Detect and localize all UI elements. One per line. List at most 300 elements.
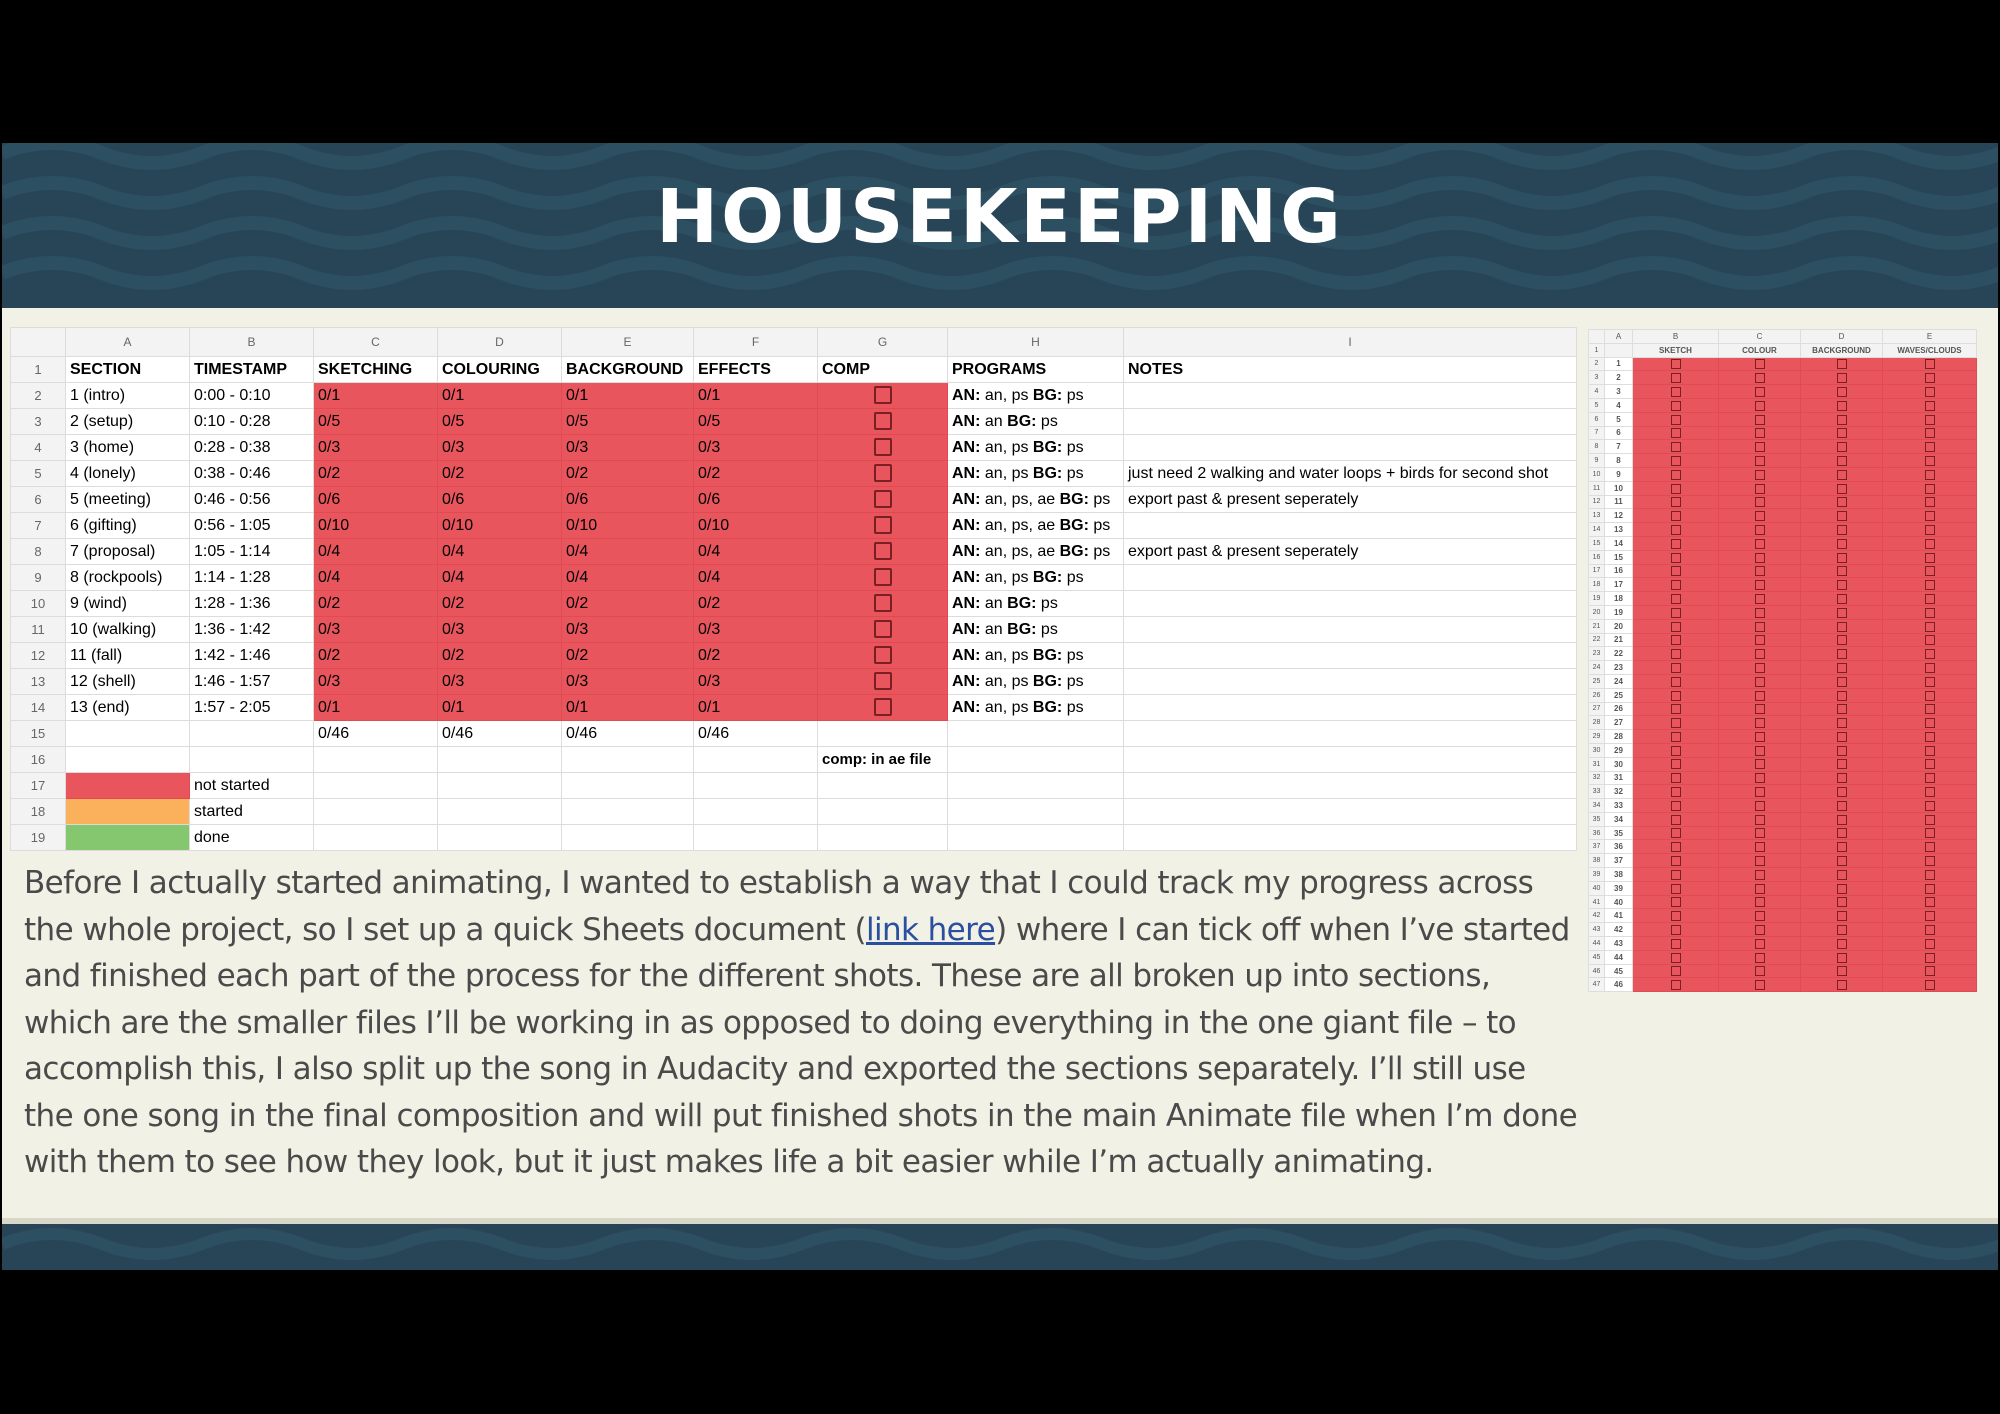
shot-checkbox[interactable] — [1671, 787, 1681, 797]
empty-cell[interactable] — [1124, 747, 1577, 773]
shot-checkbox[interactable] — [1925, 980, 1935, 990]
shot-cell[interactable] — [1633, 412, 1719, 426]
shot-cell[interactable] — [1801, 840, 1883, 854]
shot-checkbox[interactable] — [1837, 387, 1847, 397]
programs-cell[interactable] — [948, 383, 1124, 409]
shot-cell[interactable] — [1801, 978, 1883, 992]
comp-checkbox[interactable] — [874, 594, 892, 612]
shot-cell[interactable] — [1633, 716, 1719, 730]
shot-checkbox[interactable] — [1837, 925, 1847, 935]
shot-cell[interactable] — [1633, 647, 1719, 661]
shot-checkbox[interactable] — [1755, 856, 1765, 866]
shot-cell[interactable] — [1633, 895, 1719, 909]
shot-cell[interactable] — [1719, 978, 1801, 992]
sheets-link[interactable]: link here — [865, 911, 996, 948]
empty-cell[interactable] — [438, 773, 562, 799]
section-cell[interactable]: 2 (setup) — [66, 409, 190, 435]
shot-checkbox[interactable] — [1671, 718, 1681, 728]
empty-cell[interactable] — [694, 799, 818, 825]
shot-cell[interactable] — [1801, 523, 1883, 537]
comp-cell[interactable] — [818, 591, 948, 617]
empty-cell[interactable] — [562, 773, 694, 799]
notes-cell[interactable] — [1124, 513, 1577, 539]
shot-checkbox[interactable] — [1925, 953, 1935, 963]
shot-cell[interactable] — [1883, 385, 1977, 399]
shot-checkbox[interactable] — [1755, 428, 1765, 438]
programs-cell[interactable] — [948, 539, 1124, 565]
shot-cell[interactable] — [1801, 743, 1883, 757]
shot-checkbox[interactable] — [1925, 732, 1935, 742]
shot-cell[interactable] — [1719, 509, 1801, 523]
shot-cell[interactable] — [1883, 978, 1977, 992]
shot-checkbox[interactable] — [1925, 635, 1935, 645]
shot-checkbox[interactable] — [1925, 428, 1935, 438]
timestamp-cell[interactable]: 0:38 - 0:46 — [190, 461, 314, 487]
shot-checkbox[interactable] — [1755, 387, 1765, 397]
shot-cell[interactable] — [1719, 854, 1801, 868]
shot-checkbox[interactable] — [1755, 953, 1765, 963]
shot-checkbox[interactable] — [1837, 966, 1847, 976]
empty-cell[interactable] — [314, 773, 438, 799]
shot-cell[interactable] — [1801, 592, 1883, 606]
shot-cell[interactable] — [1801, 730, 1883, 744]
shot-checkbox[interactable] — [1671, 704, 1681, 714]
shot-cell[interactable] — [1633, 674, 1719, 688]
shot-checkbox[interactable] — [1671, 594, 1681, 604]
timestamp-cell[interactable]: 0:28 - 0:38 — [190, 435, 314, 461]
bg-progress-cell[interactable]: 0/4 — [562, 565, 694, 591]
shot-checkbox[interactable] — [1837, 842, 1847, 852]
shot-checkbox[interactable] — [1837, 939, 1847, 949]
shot-checkbox[interactable] — [1837, 870, 1847, 880]
shot-cell[interactable] — [1719, 826, 1801, 840]
shot-cell[interactable] — [1633, 757, 1719, 771]
empty-cell[interactable] — [562, 747, 694, 773]
shot-cell[interactable] — [1801, 688, 1883, 702]
shot-checkbox[interactable] — [1925, 939, 1935, 949]
comp-checkbox[interactable] — [874, 698, 892, 716]
colour-progress-cell[interactable]: 0/2 — [438, 591, 562, 617]
shot-cell[interactable] — [1883, 730, 1977, 744]
shot-cell[interactable] — [1801, 950, 1883, 964]
shot-cell[interactable] — [1883, 674, 1977, 688]
timestamp-cell[interactable]: 1:46 - 1:57 — [190, 669, 314, 695]
shot-cell[interactable] — [1883, 743, 1977, 757]
shot-checkbox[interactable] — [1837, 773, 1847, 783]
shot-cell[interactable] — [1801, 854, 1883, 868]
sketch-progress-cell[interactable]: 0/5 — [314, 409, 438, 435]
shot-checkbox[interactable] — [1925, 594, 1935, 604]
shot-cell[interactable] — [1883, 592, 1977, 606]
empty-cell[interactable] — [66, 747, 190, 773]
programs-cell[interactable] — [948, 565, 1124, 591]
notes-cell[interactable] — [1124, 409, 1577, 435]
shot-cell[interactable] — [1633, 454, 1719, 468]
shot-cell[interactable] — [1801, 881, 1883, 895]
shot-cell[interactable] — [1719, 937, 1801, 951]
shot-cell[interactable] — [1719, 743, 1801, 757]
shot-cell[interactable] — [1883, 647, 1977, 661]
colour-progress-cell[interactable]: 0/1 — [438, 383, 562, 409]
shot-cell[interactable] — [1719, 661, 1801, 675]
section-cell[interactable]: 8 (rockpools) — [66, 565, 190, 591]
shot-cell[interactable] — [1633, 509, 1719, 523]
shot-cell[interactable] — [1633, 536, 1719, 550]
timestamp-cell[interactable]: 1:57 - 2:05 — [190, 695, 314, 721]
shot-cell[interactable] — [1883, 454, 1977, 468]
shot-checkbox[interactable] — [1671, 663, 1681, 673]
shot-cell[interactable] — [1719, 950, 1801, 964]
shot-cell[interactable] — [1633, 592, 1719, 606]
programs-cell[interactable] — [948, 461, 1124, 487]
shot-cell[interactable] — [1719, 536, 1801, 550]
comp-cell[interactable] — [818, 643, 948, 669]
shot-checkbox[interactable] — [1671, 470, 1681, 480]
shot-cell[interactable] — [1633, 523, 1719, 537]
shot-checkbox[interactable] — [1925, 704, 1935, 714]
shot-checkbox[interactable] — [1925, 746, 1935, 756]
shot-checkbox[interactable] — [1671, 856, 1681, 866]
shot-checkbox[interactable] — [1671, 842, 1681, 852]
comp-cell[interactable] — [818, 695, 948, 721]
shot-cell[interactable] — [1801, 923, 1883, 937]
shot-cell[interactable] — [1883, 688, 1977, 702]
shot-checkbox[interactable] — [1755, 897, 1765, 907]
empty-cell[interactable] — [438, 747, 562, 773]
shot-cell[interactable] — [1719, 385, 1801, 399]
shot-cell[interactable] — [1883, 950, 1977, 964]
shot-checkbox[interactable] — [1755, 580, 1765, 590]
shot-cell[interactable] — [1801, 937, 1883, 951]
timestamp-cell[interactable]: 0:56 - 1:05 — [190, 513, 314, 539]
shot-checkbox[interactable] — [1755, 484, 1765, 494]
shot-checkbox[interactable] — [1755, 718, 1765, 728]
empty-cell[interactable] — [438, 799, 562, 825]
shot-checkbox[interactable] — [1755, 511, 1765, 521]
sketch-progress-cell[interactable]: 0/1 — [314, 695, 438, 721]
shot-checkbox[interactable] — [1671, 635, 1681, 645]
bg-progress-cell[interactable]: 0/2 — [562, 591, 694, 617]
shot-checkbox[interactable] — [1925, 663, 1935, 673]
shot-cell[interactable] — [1719, 674, 1801, 688]
fx-progress-cell[interactable]: 0/1 — [694, 695, 818, 721]
shot-cell[interactable] — [1719, 923, 1801, 937]
comp-checkbox[interactable] — [874, 464, 892, 482]
shot-checkbox[interactable] — [1755, 497, 1765, 507]
shot-cell[interactable] — [1801, 812, 1883, 826]
notes-cell[interactable] — [1124, 565, 1577, 591]
shot-checkbox[interactable] — [1837, 663, 1847, 673]
comp-checkbox[interactable] — [874, 672, 892, 690]
shot-checkbox[interactable] — [1925, 649, 1935, 659]
shot-checkbox[interactable] — [1671, 966, 1681, 976]
total-cell[interactable]: 0/46 — [562, 721, 694, 747]
shot-cell[interactable] — [1719, 357, 1801, 371]
fx-progress-cell[interactable]: 0/2 — [694, 643, 818, 669]
shot-checkbox[interactable] — [1671, 732, 1681, 742]
colour-progress-cell[interactable]: 0/4 — [438, 565, 562, 591]
shot-checkbox[interactable] — [1755, 525, 1765, 535]
shot-checkbox[interactable] — [1837, 428, 1847, 438]
shot-checkbox[interactable] — [1925, 787, 1935, 797]
shot-cell[interactable] — [1633, 799, 1719, 813]
shot-cell[interactable] — [1801, 785, 1883, 799]
shot-cell[interactable] — [1883, 467, 1977, 481]
shot-checkbox[interactable] — [1755, 539, 1765, 549]
section-cell[interactable]: 12 (shell) — [66, 669, 190, 695]
colour-progress-cell[interactable]: 0/2 — [438, 643, 562, 669]
shot-cell[interactable] — [1801, 633, 1883, 647]
shot-checkbox[interactable] — [1837, 718, 1847, 728]
notes-cell[interactable] — [1124, 591, 1577, 617]
shot-checkbox[interactable] — [1837, 635, 1847, 645]
shot-checkbox[interactable] — [1925, 608, 1935, 618]
section-cell[interactable]: 4 (lonely) — [66, 461, 190, 487]
notes-cell[interactable]: export past & present seperately — [1124, 539, 1577, 565]
shot-checkbox[interactable] — [1671, 759, 1681, 769]
shot-checkbox[interactable] — [1755, 359, 1765, 369]
shot-cell[interactable] — [1801, 495, 1883, 509]
shot-cell[interactable] — [1801, 619, 1883, 633]
shot-checkbox[interactable] — [1671, 525, 1681, 535]
fx-progress-cell[interactable]: 0/10 — [694, 513, 818, 539]
shot-cell[interactable] — [1801, 716, 1883, 730]
shot-checkbox[interactable] — [1925, 897, 1935, 907]
shot-checkbox[interactable] — [1925, 870, 1935, 880]
shot-cell[interactable] — [1719, 757, 1801, 771]
shot-checkbox[interactable] — [1671, 511, 1681, 521]
shot-cell[interactable] — [1633, 481, 1719, 495]
comp-checkbox[interactable] — [874, 386, 892, 404]
shot-cell[interactable] — [1633, 909, 1719, 923]
shot-checkbox[interactable] — [1671, 691, 1681, 701]
comp-cell[interactable] — [818, 617, 948, 643]
shot-cell[interactable] — [1633, 688, 1719, 702]
empty-cell[interactable] — [694, 773, 818, 799]
shot-checkbox[interactable] — [1755, 801, 1765, 811]
fx-progress-cell[interactable]: 0/6 — [694, 487, 818, 513]
shot-cell[interactable] — [1719, 909, 1801, 923]
shot-cell[interactable] — [1633, 385, 1719, 399]
shot-cell[interactable] — [1883, 868, 1977, 882]
shot-cell[interactable] — [1801, 909, 1883, 923]
shot-checkbox[interactable] — [1671, 484, 1681, 494]
shot-cell[interactable] — [1883, 481, 1977, 495]
empty-cell[interactable] — [948, 773, 1124, 799]
shot-cell[interactable] — [1883, 964, 1977, 978]
shot-checkbox[interactable] — [1837, 815, 1847, 825]
comp-cell[interactable] — [818, 513, 948, 539]
shot-checkbox[interactable] — [1671, 387, 1681, 397]
shot-checkbox[interactable] — [1755, 566, 1765, 576]
shot-cell[interactable] — [1633, 398, 1719, 412]
shot-cell[interactable] — [1633, 605, 1719, 619]
shot-checkbox[interactable] — [1837, 911, 1847, 921]
sketch-progress-cell[interactable]: 0/2 — [314, 591, 438, 617]
empty-cell[interactable] — [314, 799, 438, 825]
shot-cell[interactable] — [1801, 536, 1883, 550]
shot-checkbox[interactable] — [1755, 925, 1765, 935]
colour-progress-cell[interactable]: 0/3 — [438, 669, 562, 695]
shot-cell[interactable] — [1719, 605, 1801, 619]
empty-cell[interactable] — [1124, 721, 1577, 747]
empty-cell[interactable] — [948, 747, 1124, 773]
sketch-progress-cell[interactable]: 0/1 — [314, 383, 438, 409]
shot-cell[interactable] — [1801, 385, 1883, 399]
shot-cell[interactable] — [1633, 978, 1719, 992]
shot-checkbox[interactable] — [1925, 884, 1935, 894]
shot-checkbox[interactable] — [1755, 966, 1765, 976]
shot-checkbox[interactable] — [1755, 759, 1765, 769]
shot-checkbox[interactable] — [1755, 415, 1765, 425]
shot-cell[interactable] — [1801, 467, 1883, 481]
sketch-progress-cell[interactable]: 0/2 — [314, 461, 438, 487]
shot-cell[interactable] — [1801, 771, 1883, 785]
shot-cell[interactable] — [1801, 702, 1883, 716]
shot-cell[interactable] — [1719, 440, 1801, 454]
shot-checkbox[interactable] — [1837, 884, 1847, 894]
shot-checkbox[interactable] — [1925, 691, 1935, 701]
comp-cell[interactable] — [818, 539, 948, 565]
notes-cell[interactable] — [1124, 383, 1577, 409]
shot-checkbox[interactable] — [1671, 746, 1681, 756]
empty-cell[interactable] — [948, 825, 1124, 851]
programs-cell[interactable] — [948, 409, 1124, 435]
shot-checkbox[interactable] — [1837, 580, 1847, 590]
timestamp-cell[interactable]: 1:05 - 1:14 — [190, 539, 314, 565]
shot-checkbox[interactable] — [1837, 677, 1847, 687]
fx-progress-cell[interactable]: 0/4 — [694, 539, 818, 565]
sketch-progress-cell[interactable]: 0/3 — [314, 617, 438, 643]
comp-cell[interactable] — [818, 565, 948, 591]
notes-cell[interactable] — [1124, 695, 1577, 721]
comp-cell[interactable] — [818, 383, 948, 409]
shot-cell[interactable] — [1801, 964, 1883, 978]
section-cell[interactable]: 9 (wind) — [66, 591, 190, 617]
bg-progress-cell[interactable]: 0/1 — [562, 695, 694, 721]
comp-checkbox[interactable] — [874, 516, 892, 534]
empty-cell[interactable] — [1124, 799, 1577, 825]
shot-checkbox[interactable] — [1671, 442, 1681, 452]
sketch-progress-cell[interactable]: 0/10 — [314, 513, 438, 539]
section-cell[interactable]: 7 (proposal) — [66, 539, 190, 565]
shot-checkbox[interactable] — [1755, 884, 1765, 894]
shot-checkbox[interactable] — [1925, 470, 1935, 480]
shot-cell[interactable] — [1719, 840, 1801, 854]
shot-checkbox[interactable] — [1755, 870, 1765, 880]
shot-checkbox[interactable] — [1837, 608, 1847, 618]
empty-cell[interactable] — [562, 799, 694, 825]
timestamp-cell[interactable]: 0:00 - 0:10 — [190, 383, 314, 409]
comp-cell[interactable] — [818, 487, 948, 513]
sketch-progress-cell[interactable]: 0/4 — [314, 565, 438, 591]
total-cell[interactable]: 0/46 — [314, 721, 438, 747]
shot-checkbox[interactable] — [1671, 401, 1681, 411]
timestamp-cell[interactable]: 1:14 - 1:28 — [190, 565, 314, 591]
total-cell[interactable]: 0/46 — [694, 721, 818, 747]
bg-progress-cell[interactable]: 0/6 — [562, 487, 694, 513]
shot-checkbox[interactable] — [1837, 897, 1847, 907]
shot-checkbox[interactable] — [1755, 608, 1765, 618]
sketch-progress-cell[interactable]: 0/3 — [314, 435, 438, 461]
shot-cell[interactable] — [1719, 398, 1801, 412]
shot-checkbox[interactable] — [1925, 442, 1935, 452]
shot-checkbox[interactable] — [1837, 732, 1847, 742]
comp-checkbox[interactable] — [874, 542, 892, 560]
shot-cell[interactable] — [1719, 647, 1801, 661]
programs-cell[interactable] — [948, 643, 1124, 669]
shot-cell[interactable] — [1633, 578, 1719, 592]
shot-cell[interactable] — [1801, 357, 1883, 371]
timestamp-cell[interactable]: 0:46 - 0:56 — [190, 487, 314, 513]
colour-progress-cell[interactable]: 0/1 — [438, 695, 562, 721]
shot-checkbox[interactable] — [1755, 980, 1765, 990]
shot-cell[interactable] — [1633, 964, 1719, 978]
shot-cell[interactable] — [1719, 550, 1801, 564]
shot-cell[interactable] — [1883, 854, 1977, 868]
notes-cell[interactable] — [1124, 435, 1577, 461]
timestamp-cell[interactable]: 1:28 - 1:36 — [190, 591, 314, 617]
shot-checkbox[interactable] — [1837, 622, 1847, 632]
colour-progress-cell[interactable]: 0/6 — [438, 487, 562, 513]
shot-cell[interactable] — [1883, 799, 1977, 813]
shot-checkbox[interactable] — [1925, 553, 1935, 563]
shot-checkbox[interactable] — [1837, 856, 1847, 866]
programs-cell[interactable] — [948, 695, 1124, 721]
shot-checkbox[interactable] — [1837, 801, 1847, 811]
shot-cell[interactable] — [1883, 881, 1977, 895]
shot-checkbox[interactable] — [1755, 939, 1765, 949]
shot-checkbox[interactable] — [1755, 815, 1765, 825]
empty-cell[interactable] — [1124, 773, 1577, 799]
shot-checkbox[interactable] — [1837, 953, 1847, 963]
shot-checkbox[interactable] — [1755, 401, 1765, 411]
empty-cell[interactable] — [314, 747, 438, 773]
shot-cell[interactable] — [1719, 412, 1801, 426]
empty-cell[interactable] — [190, 747, 314, 773]
shot-checkbox[interactable] — [1837, 787, 1847, 797]
comp-cell[interactable] — [818, 461, 948, 487]
shot-cell[interactable] — [1883, 923, 1977, 937]
shot-cell[interactable] — [1883, 605, 1977, 619]
shot-checkbox[interactable] — [1671, 415, 1681, 425]
shot-cell[interactable] — [1719, 812, 1801, 826]
fx-progress-cell[interactable]: 0/1 — [694, 383, 818, 409]
shot-checkbox[interactable] — [1925, 622, 1935, 632]
shot-cell[interactable] — [1883, 633, 1977, 647]
notes-cell[interactable]: just need 2 walking and water loops + birds for second shot — [1124, 461, 1577, 487]
fx-progress-cell[interactable]: 0/5 — [694, 409, 818, 435]
shot-checkbox[interactable] — [1925, 566, 1935, 576]
notes-cell[interactable] — [1124, 669, 1577, 695]
shot-checkbox[interactable] — [1755, 442, 1765, 452]
shot-checkbox[interactable] — [1671, 815, 1681, 825]
section-cell[interactable]: 5 (meeting) — [66, 487, 190, 513]
shot-checkbox[interactable] — [1671, 497, 1681, 507]
shot-checkbox[interactable] — [1671, 773, 1681, 783]
shot-cell[interactable] — [1801, 605, 1883, 619]
shot-checkbox[interactable] — [1837, 649, 1847, 659]
shot-cell[interactable] — [1883, 826, 1977, 840]
empty-cell[interactable] — [694, 825, 818, 851]
shot-cell[interactable] — [1883, 661, 1977, 675]
shot-checkbox[interactable] — [1755, 704, 1765, 714]
section-cell[interactable]: 13 (end) — [66, 695, 190, 721]
shot-checkbox[interactable] — [1925, 828, 1935, 838]
shot-cell[interactable] — [1633, 661, 1719, 675]
shot-cell[interactable] — [1883, 840, 1977, 854]
shot-checkbox[interactable] — [1837, 704, 1847, 714]
